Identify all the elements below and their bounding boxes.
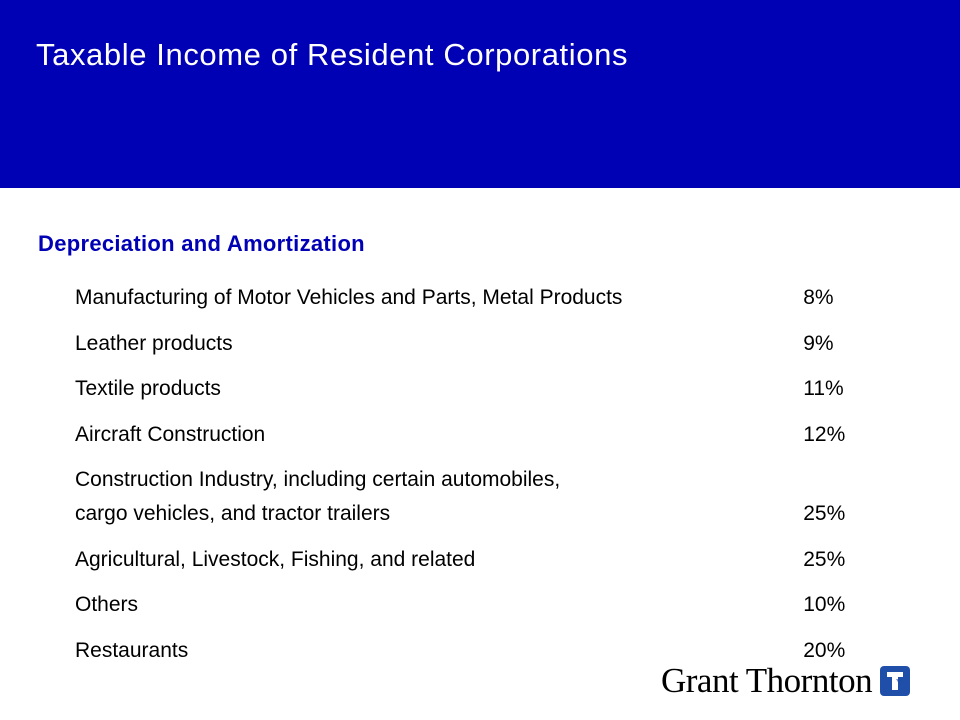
slide-title: Taxable Income of Resident Corporations: [36, 37, 629, 72]
rate-value: 8%: [803, 286, 834, 309]
grant-thornton-mark-icon: [880, 666, 910, 696]
header-band: [0, 0, 960, 188]
rate-row: [75, 543, 895, 577]
rate-row: [75, 588, 895, 622]
section-heading: Depreciation and Amortization: [38, 231, 365, 256]
rate-category: Aircraft Construction: [75, 422, 266, 446]
rate-value: 10%: [803, 593, 846, 616]
rate-value: 12%: [803, 422, 846, 446]
rate-value: 20%: [803, 638, 846, 662]
rate-value: 11%: [803, 377, 844, 400]
rate-row: [75, 281, 895, 315]
rate-category: Restaurants: [75, 638, 189, 662]
rate-row: [75, 463, 895, 531]
rate-row: [75, 327, 895, 361]
rate-value: 25%: [803, 547, 846, 571]
depreciation-rate-list: [75, 281, 895, 679]
rate-category: Leather products: [75, 331, 233, 355]
rate-row: [75, 418, 895, 452]
rate-value: 25%: [803, 502, 846, 525]
logo-wordmark: Grant Thornton: [661, 661, 873, 700]
rate-category: Manufacturing of Motor Vehicles and Parts, Metal Products: [75, 286, 623, 309]
rate-category: Others: [75, 593, 139, 616]
rate-row: [75, 372, 895, 406]
rate-category: Textile products: [75, 377, 221, 400]
rate-category: Construction Industry, including certain automobiles, cargo vehicles, and tractor trailers: [75, 468, 561, 525]
grant-thornton-logo: [661, 661, 910, 701]
rate-category: Agricultural, Livestock, Fishing, and related: [75, 547, 476, 571]
rate-value: 9%: [803, 331, 834, 355]
